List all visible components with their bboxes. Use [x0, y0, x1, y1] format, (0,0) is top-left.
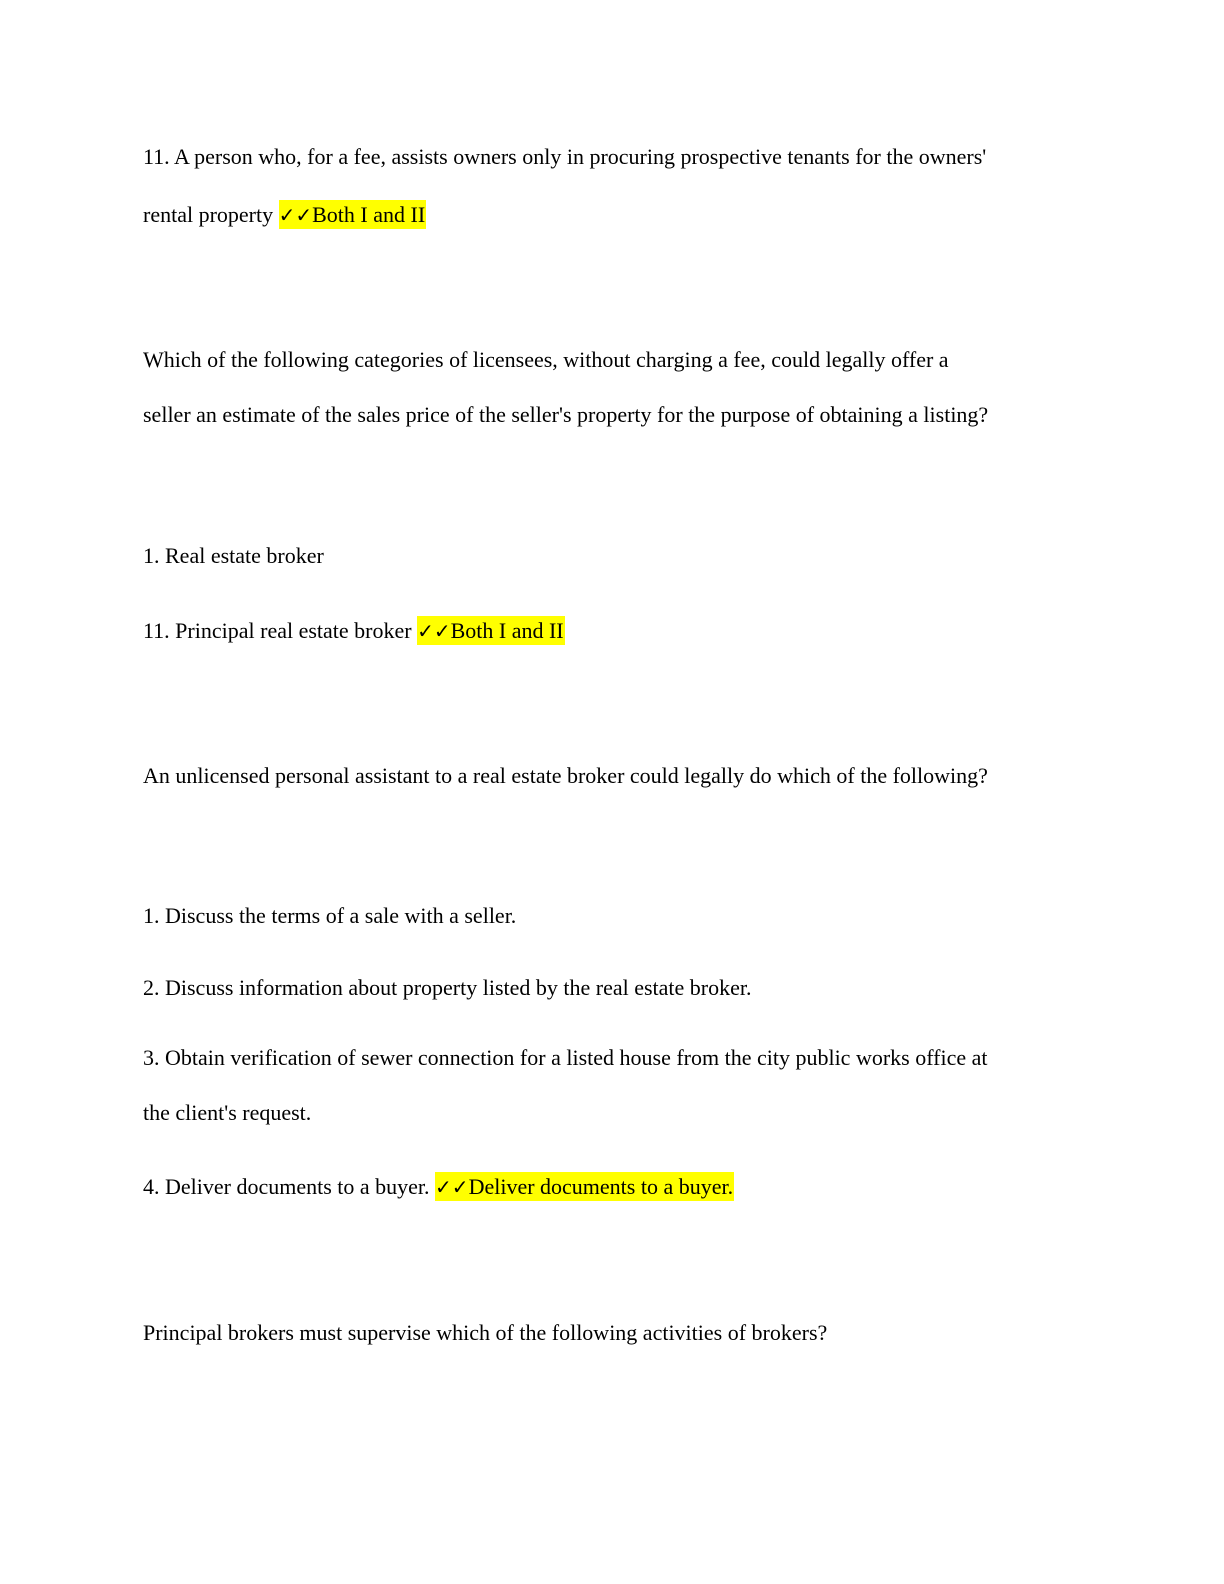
q1-line2-text: rental property — [143, 202, 274, 227]
q3-answer-highlight — [435, 1172, 734, 1201]
q2-answer: Both I and II — [450, 618, 564, 643]
q2-option2-text: 11. Principal real estate broker — [143, 618, 412, 643]
q3-option1: 1. Discuss the terms of a sale with a seller. — [143, 903, 517, 928]
q3-answer: Deliver documents to a buyer. — [468, 1174, 734, 1199]
q2-option2 — [143, 617, 565, 645]
q3-option4 — [143, 1173, 734, 1201]
q1-answer: Both I and II — [312, 202, 426, 227]
q2-line2: seller an estimate of the sales price of the seller's property for the purpose of obtaining a listing? — [143, 402, 989, 427]
check-marks-icon: ✓✓ — [417, 619, 451, 643]
q2-answer-highlight — [417, 616, 565, 645]
q3-question: An unlicensed personal assistant to a real estate broker could legally do which of the following? — [143, 763, 988, 788]
q3-option4-text: 4. Deliver documents to a buyer. — [143, 1174, 430, 1199]
q4-question: Principal brokers must supervise which of the following activities of brokers? — [143, 1320, 828, 1345]
q3-option3-line1: 3. Obtain verification of sewer connection for a listed house from the city public works office at — [143, 1045, 988, 1070]
check-marks-icon: ✓✓ — [278, 203, 313, 227]
q1-line2 — [143, 201, 426, 229]
q1-line1: 11. A person who, for a fee, assists owners only in procuring prospective tenants for the owners' — [143, 144, 987, 169]
q1-answer-highlight — [279, 200, 427, 229]
q3-option3-line2: the client's request. — [143, 1100, 312, 1125]
q2-line1: Which of the following categories of licensees, without charging a fee, could legally offer a — [143, 347, 949, 372]
check-marks-icon: ✓✓ — [435, 1175, 469, 1199]
q2-option1: 1. Real estate broker — [143, 543, 324, 568]
q3-option2: 2. Discuss information about property listed by the real estate broker. — [143, 975, 752, 1000]
